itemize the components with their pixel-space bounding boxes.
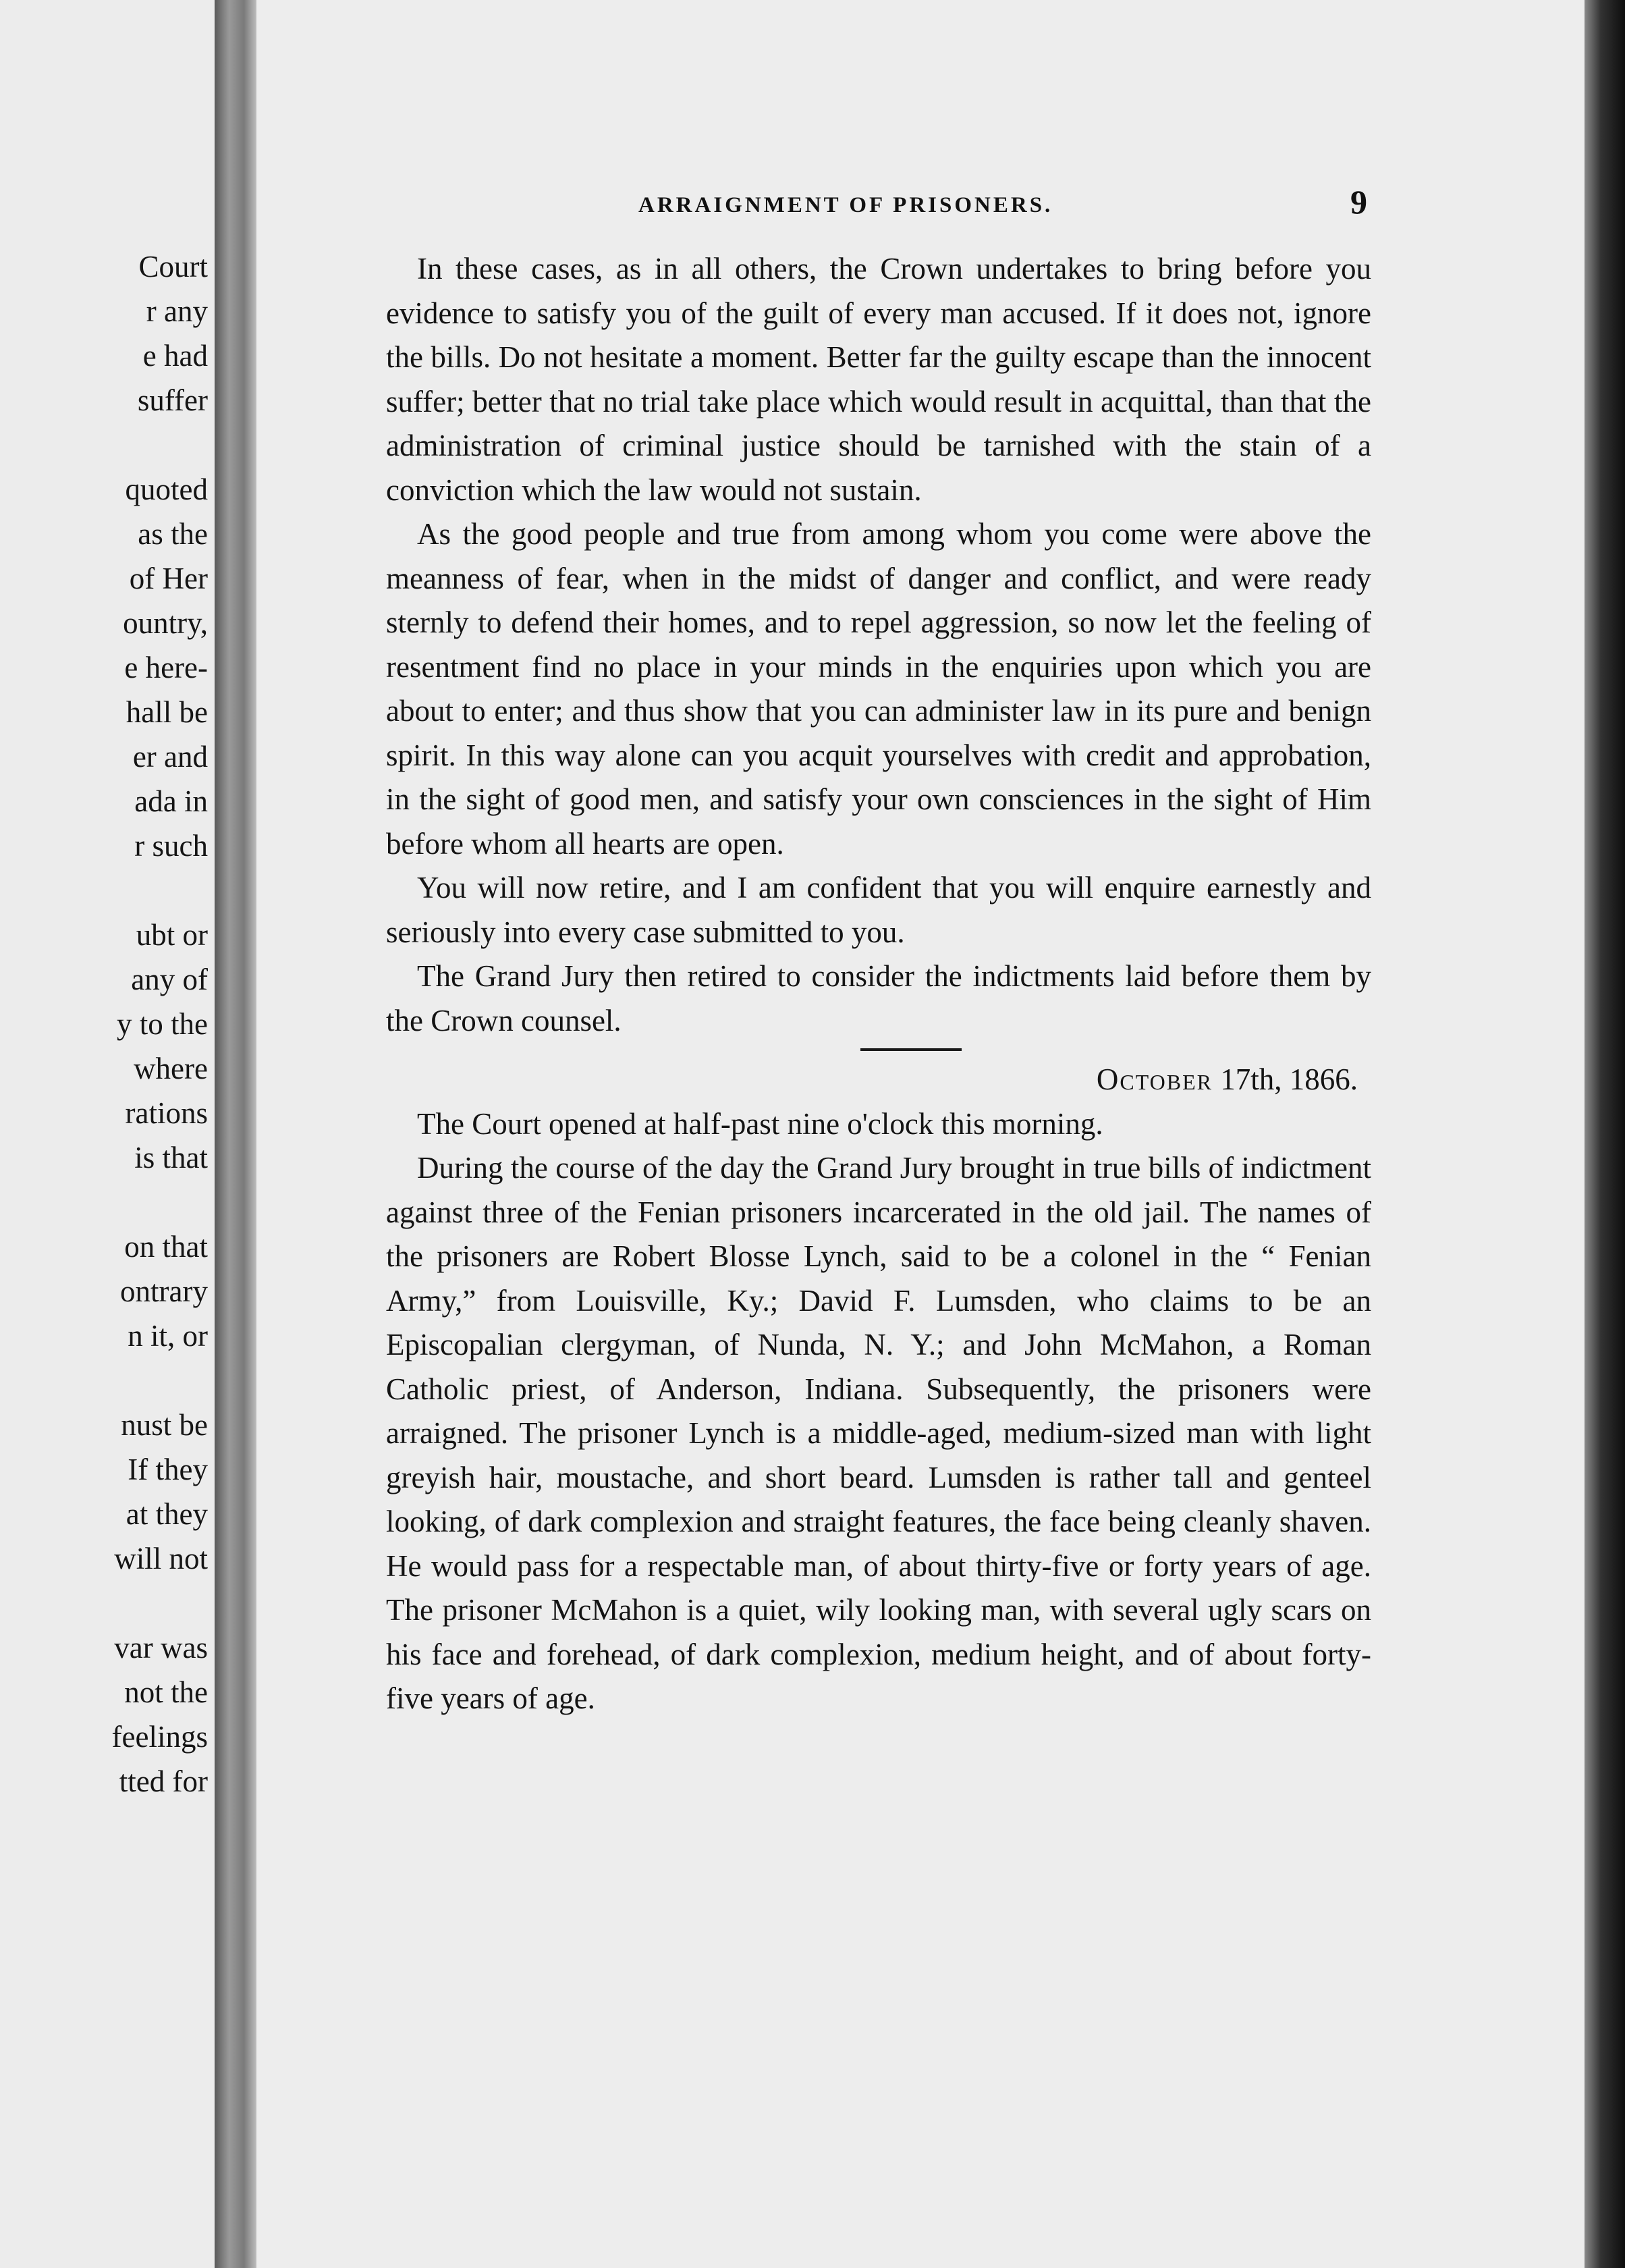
- left-page-line: var was: [114, 1631, 208, 1665]
- running-title: ARRAIGNMENT OF PRISONERS.: [638, 193, 1053, 217]
- left-page-line: at they: [126, 1497, 208, 1531]
- left-page-gap: [5, 1180, 208, 1224]
- left-page-line: as the: [138, 517, 208, 551]
- paragraph: The Court opened at half-past nine o'clock this morning.: [417, 1106, 1103, 1141]
- left-page-line: er and: [132, 740, 208, 774]
- dateline: [386, 1058, 1371, 1102]
- paragraph: In these cases, as in all others, the Crown undertakes to bring before you evidence to satisfy you of the guilt of every man accused. If it does not, ignore the bills. Do not hesitate a moment. Better far the guilty escape than the innocent suffer; better that no trial take place which would result in acquittal, than that the administration of criminal justice should be tarnished with the stain of a conviction which the law would not sustain.: [386, 252, 1371, 507]
- body-text: [386, 247, 1371, 1721]
- left-page-text-column: [5, 244, 208, 1804]
- section-divider: [860, 1048, 962, 1051]
- left-page-line: Court: [138, 250, 208, 284]
- left-page-line: r any: [146, 294, 208, 328]
- dateline-date: 17th, 1866.: [1212, 1062, 1358, 1096]
- left-page-line: feelings: [111, 1720, 208, 1754]
- left-page-line: e here-: [124, 651, 208, 684]
- left-page-line: suffer: [137, 383, 208, 417]
- left-page-line: of Her: [129, 562, 208, 595]
- left-page-line: ada in: [134, 784, 208, 818]
- left-page-line: rations: [125, 1096, 208, 1130]
- left-page-line: not the: [124, 1675, 208, 1709]
- left-page-line: quoted: [125, 473, 208, 506]
- left-page-line: e had: [142, 339, 208, 373]
- left-page-line: y to the: [117, 1007, 208, 1041]
- dateline-month: October: [1096, 1062, 1213, 1096]
- paragraph: You will now retire, and I am confident that you will enquire earnestly and seriously into every case submitted to you.: [386, 871, 1371, 949]
- left-page-line: r such: [134, 829, 208, 863]
- left-page-line: nust be: [121, 1408, 208, 1442]
- left-page-line: ontrary: [120, 1274, 208, 1308]
- left-page-gap: [5, 423, 208, 467]
- left-page-line: tted for: [119, 1764, 208, 1798]
- left-page-line: any of: [131, 963, 208, 996]
- paragraph: During the course of the day the Grand Jury brought in true bills of indictment against three of the Fenian prisoners incarcerated in the old jail. The names of the prisoners are Robert Blosse Lynch, said to be a colonel in the “ Fenian Army,” from Louisville, Ky.; David F. Lumsden, who claims to be an Episcopalian clergyman, of Nunda, N. Y.; and John McMahon, a Roman Catholic priest, of Anderson, Indiana. Subsequently, the prisoners were arraigned. The prisoner Lynch is a middle-aged, medium-sized man with light greyish hair, moustache, and short beard. Lumsden is rather tall and genteel looking, of dark complexion and straight features, the face being cleanly shaven. He would pass for a respectable man, of about thirty-five or forty years of age. The prisoner McMahon is a quiet, wily looking man, with several ugly scars on his face and forehead, of dark complexion, medium height, and of about forty-five years of age.: [386, 1151, 1371, 1715]
- page-gutter-shadow: [215, 0, 256, 2268]
- paragraph: As the good people and true from among whom you come were above the meanness of fear, when in the midst of danger and conflict, and were ready sternly to defend their homes, and to repel aggression, so now let the feeling of resentment find no place in your minds in the enquiries upon which you are about to enter; and thus show that you can administer law in its pure and benign spirit. In this way alone can you acquit yourselves with credit and approbation, in the sight of good men, and satisfy your own consciences in the sight of Him before whom all hearts are open.: [386, 517, 1371, 861]
- left-page-line: hall be: [126, 695, 208, 729]
- left-page-line: on that: [124, 1230, 208, 1264]
- left-page-line: is that: [134, 1141, 208, 1174]
- left-page-line: ountry,: [123, 606, 208, 640]
- page-number: 9: [1350, 183, 1367, 221]
- left-page-gap: [5, 1358, 208, 1403]
- right-page-edge: [1585, 0, 1625, 2268]
- left-page-gap: [5, 868, 208, 913]
- left-page-gap: [5, 1581, 208, 1625]
- left-page-line: will not: [114, 1542, 208, 1575]
- left-page-line: n it, or: [128, 1319, 208, 1353]
- left-page-line: If they: [128, 1453, 208, 1486]
- left-page-line: where: [134, 1052, 208, 1085]
- paragraph: The Grand Jury then retired to consider the indictments laid before them by the Crown counsel.: [386, 959, 1371, 1037]
- left-facing-page: [0, 0, 215, 2268]
- left-page-line: ubt or: [136, 918, 208, 952]
